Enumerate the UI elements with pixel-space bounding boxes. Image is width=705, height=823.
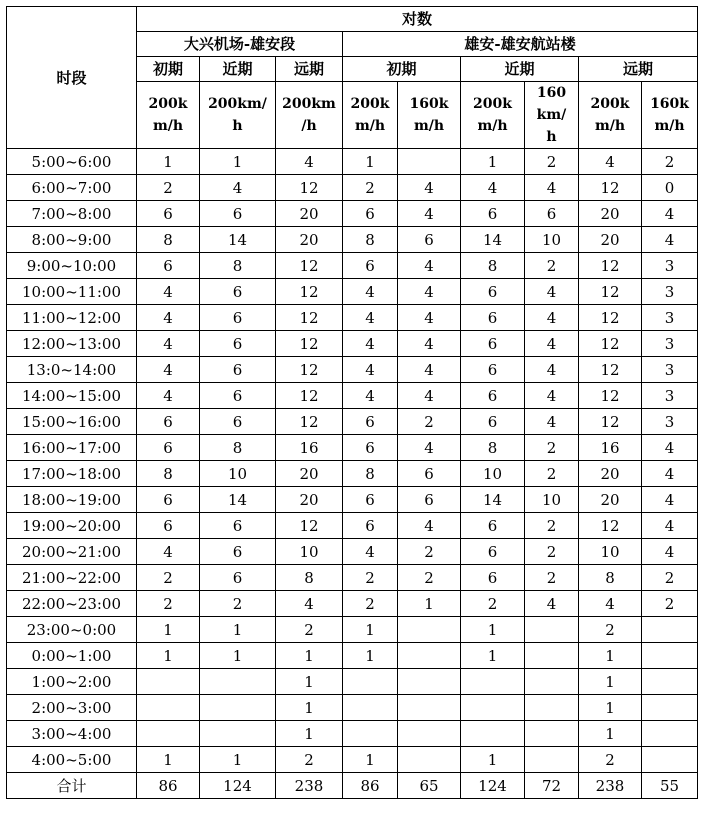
value-cell: 2 xyxy=(137,175,200,201)
value-cell: 4 xyxy=(398,253,461,279)
value-cell: 2 xyxy=(200,591,276,617)
value-cell: 4 xyxy=(525,591,579,617)
table-row xyxy=(7,565,698,591)
value-cell: 6 xyxy=(461,383,525,409)
value-cell xyxy=(642,669,698,695)
value-cell: 20 xyxy=(579,227,642,253)
value-cell: 2 xyxy=(525,253,579,279)
value-cell: 1 xyxy=(276,669,343,695)
speed-header: 200k m/h xyxy=(137,82,200,149)
value-cell: 8 xyxy=(200,253,276,279)
value-cell: 4 xyxy=(137,331,200,357)
value-cell: 10 xyxy=(525,227,579,253)
value-cell: 4 xyxy=(276,149,343,175)
value-cell: 6 xyxy=(200,331,276,357)
value-cell: 86 xyxy=(137,773,200,799)
value-cell: 20 xyxy=(276,487,343,513)
value-cell: 1 xyxy=(461,643,525,669)
table-row xyxy=(7,253,698,279)
value-cell: 16 xyxy=(579,435,642,461)
value-cell: 6 xyxy=(200,513,276,539)
value-cell: 6 xyxy=(137,409,200,435)
table-row xyxy=(7,279,698,305)
value-cell: 4 xyxy=(398,513,461,539)
period-cell: 3:00~4:00 xyxy=(7,721,137,747)
value-cell: 1 xyxy=(276,721,343,747)
value-cell xyxy=(398,695,461,721)
value-cell: 6 xyxy=(137,487,200,513)
table-row xyxy=(7,617,698,643)
value-cell: 14 xyxy=(461,487,525,513)
value-cell: 1 xyxy=(137,747,200,773)
table-row xyxy=(7,409,698,435)
value-cell: 12 xyxy=(579,383,642,409)
value-cell: 3 xyxy=(642,331,698,357)
value-cell xyxy=(642,721,698,747)
value-cell: 72 xyxy=(525,773,579,799)
value-cell: 12 xyxy=(579,513,642,539)
value-cell: 4 xyxy=(398,279,461,305)
value-cell: 1 xyxy=(200,149,276,175)
table-row xyxy=(7,591,698,617)
value-cell: 4 xyxy=(137,383,200,409)
value-cell: 1 xyxy=(343,747,398,773)
value-cell: 4 xyxy=(525,279,579,305)
value-cell: 6 xyxy=(461,279,525,305)
period-cell: 14:00~15:00 xyxy=(7,383,137,409)
value-cell: 6 xyxy=(398,227,461,253)
value-cell: 4 xyxy=(343,357,398,383)
value-cell xyxy=(343,695,398,721)
value-cell: 1 xyxy=(137,149,200,175)
value-cell: 4 xyxy=(137,305,200,331)
value-cell: 14 xyxy=(200,487,276,513)
value-cell xyxy=(200,669,276,695)
value-cell: 0 xyxy=(642,175,698,201)
value-cell: 6 xyxy=(461,305,525,331)
value-cell: 2 xyxy=(525,539,579,565)
period-cell: 21:00~22:00 xyxy=(7,565,137,591)
value-cell: 8 xyxy=(343,227,398,253)
value-cell xyxy=(525,643,579,669)
value-cell: 2 xyxy=(398,565,461,591)
value-cell: 6 xyxy=(461,357,525,383)
value-cell: 1 xyxy=(200,643,276,669)
value-cell: 6 xyxy=(343,435,398,461)
value-cell: 12 xyxy=(579,409,642,435)
value-cell: 2 xyxy=(525,565,579,591)
value-cell: 20 xyxy=(579,487,642,513)
period-header: 时段 xyxy=(7,7,137,149)
value-cell: 3 xyxy=(642,383,698,409)
phase-header: 远期 xyxy=(579,57,698,82)
value-cell: 4 xyxy=(461,175,525,201)
table-row xyxy=(7,175,698,201)
value-cell: 3 xyxy=(642,305,698,331)
period-cell: 13:0~14:00 xyxy=(7,357,137,383)
value-cell: 2 xyxy=(579,747,642,773)
period-cell: 17:00~18:00 xyxy=(7,461,137,487)
section-header-daxing-xiongan: 大兴机场-雄安段 xyxy=(137,32,343,57)
value-cell: 20 xyxy=(276,461,343,487)
phase-header: 初期 xyxy=(343,57,461,82)
value-cell xyxy=(461,669,525,695)
value-cell xyxy=(525,747,579,773)
value-cell: 12 xyxy=(276,175,343,201)
speed-header: 200km /h xyxy=(276,82,343,149)
table-row xyxy=(7,539,698,565)
value-cell: 4 xyxy=(525,409,579,435)
value-cell: 2 xyxy=(137,565,200,591)
period-cell: 22:00~23:00 xyxy=(7,591,137,617)
value-cell: 12 xyxy=(276,383,343,409)
value-cell: 1 xyxy=(398,591,461,617)
value-cell: 10 xyxy=(579,539,642,565)
value-cell: 1 xyxy=(579,669,642,695)
section-header-xiongan-terminal: 雄安-雄安航站楼 xyxy=(343,32,698,57)
value-cell: 2 xyxy=(642,149,698,175)
value-cell: 8 xyxy=(461,435,525,461)
value-cell: 20 xyxy=(579,201,642,227)
value-cell: 1 xyxy=(137,643,200,669)
period-cell: 12:00~13:00 xyxy=(7,331,137,357)
value-cell: 2 xyxy=(525,513,579,539)
value-cell: 6 xyxy=(200,539,276,565)
value-cell xyxy=(525,669,579,695)
value-cell: 3 xyxy=(642,279,698,305)
value-cell: 20 xyxy=(276,201,343,227)
table-row xyxy=(7,435,698,461)
value-cell: 4 xyxy=(398,305,461,331)
value-cell: 12 xyxy=(276,331,343,357)
value-cell: 14 xyxy=(461,227,525,253)
period-cell: 合计 xyxy=(7,773,137,799)
value-cell: 8 xyxy=(137,461,200,487)
value-cell: 1 xyxy=(579,695,642,721)
value-cell: 1 xyxy=(461,149,525,175)
value-cell xyxy=(461,721,525,747)
value-cell: 6 xyxy=(461,539,525,565)
table-row xyxy=(7,695,698,721)
value-cell xyxy=(200,695,276,721)
speed-header: 200k m/h xyxy=(579,82,642,149)
value-cell xyxy=(525,695,579,721)
value-cell: 6 xyxy=(200,409,276,435)
period-cell: 18:00~19:00 xyxy=(7,487,137,513)
table-row xyxy=(7,643,698,669)
value-cell: 6 xyxy=(461,513,525,539)
value-cell: 2 xyxy=(398,409,461,435)
value-cell: 12 xyxy=(276,357,343,383)
period-cell: 7:00~8:00 xyxy=(7,201,137,227)
value-cell: 12 xyxy=(276,253,343,279)
value-cell: 6 xyxy=(343,487,398,513)
speed-header: 160k m/h xyxy=(398,82,461,149)
value-cell: 4 xyxy=(642,487,698,513)
period-cell: 20:00~21:00 xyxy=(7,539,137,565)
value-cell: 2 xyxy=(461,591,525,617)
value-cell: 4 xyxy=(642,201,698,227)
value-cell: 4 xyxy=(343,305,398,331)
phase-header: 近期 xyxy=(461,57,579,82)
value-cell: 20 xyxy=(276,227,343,253)
value-cell: 124 xyxy=(200,773,276,799)
period-cell: 15:00~16:00 xyxy=(7,409,137,435)
value-cell: 6 xyxy=(343,201,398,227)
value-cell: 12 xyxy=(579,357,642,383)
period-cell: 23:00~0:00 xyxy=(7,617,137,643)
value-cell: 6 xyxy=(398,487,461,513)
value-cell: 12 xyxy=(276,305,343,331)
value-cell: 65 xyxy=(398,773,461,799)
period-cell: 10:00~11:00 xyxy=(7,279,137,305)
period-cell: 8:00~9:00 xyxy=(7,227,137,253)
value-cell: 8 xyxy=(343,461,398,487)
value-cell xyxy=(398,643,461,669)
table-row xyxy=(7,669,698,695)
value-cell: 4 xyxy=(642,435,698,461)
value-cell: 1 xyxy=(137,617,200,643)
table-title: 对数 xyxy=(137,7,698,32)
value-cell: 1 xyxy=(200,747,276,773)
value-cell: 4 xyxy=(642,461,698,487)
value-cell: 10 xyxy=(276,539,343,565)
value-cell: 238 xyxy=(579,773,642,799)
value-cell: 4 xyxy=(525,357,579,383)
table-row xyxy=(7,747,698,773)
value-cell: 6 xyxy=(343,253,398,279)
value-cell: 2 xyxy=(525,461,579,487)
value-cell: 1 xyxy=(276,695,343,721)
phase-header: 远期 xyxy=(276,57,343,82)
table-row xyxy=(7,227,698,253)
value-cell: 4 xyxy=(398,331,461,357)
value-cell: 4 xyxy=(525,331,579,357)
value-cell: 2 xyxy=(343,565,398,591)
value-cell: 6 xyxy=(525,201,579,227)
value-cell: 124 xyxy=(461,773,525,799)
value-cell: 6 xyxy=(461,331,525,357)
value-cell xyxy=(398,669,461,695)
period-cell: 1:00~2:00 xyxy=(7,669,137,695)
value-cell: 4 xyxy=(276,591,343,617)
value-cell xyxy=(398,721,461,747)
value-cell xyxy=(398,747,461,773)
value-cell: 4 xyxy=(200,175,276,201)
speed-header: 200k m/h xyxy=(343,82,398,149)
value-cell: 6 xyxy=(200,279,276,305)
value-cell: 12 xyxy=(579,175,642,201)
value-cell: 12 xyxy=(276,279,343,305)
period-cell: 6:00~7:00 xyxy=(7,175,137,201)
value-cell: 1 xyxy=(343,617,398,643)
value-cell: 12 xyxy=(276,513,343,539)
value-cell: 4 xyxy=(525,175,579,201)
value-cell: 3 xyxy=(642,409,698,435)
value-cell xyxy=(398,617,461,643)
value-cell xyxy=(137,721,200,747)
value-cell: 4 xyxy=(137,357,200,383)
value-cell: 3 xyxy=(642,357,698,383)
table-row xyxy=(7,305,698,331)
value-cell: 4 xyxy=(343,383,398,409)
value-cell: 6 xyxy=(398,461,461,487)
value-cell: 6 xyxy=(137,513,200,539)
value-cell: 6 xyxy=(343,513,398,539)
value-cell: 6 xyxy=(137,435,200,461)
value-cell xyxy=(525,617,579,643)
value-cell: 1 xyxy=(579,721,642,747)
value-cell: 2 xyxy=(343,591,398,617)
value-cell: 1 xyxy=(461,617,525,643)
value-cell xyxy=(642,747,698,773)
value-cell: 6 xyxy=(461,565,525,591)
value-cell: 6 xyxy=(461,201,525,227)
value-cell: 12 xyxy=(276,409,343,435)
phase-header: 近期 xyxy=(200,57,276,82)
value-cell: 4 xyxy=(525,305,579,331)
value-cell: 1 xyxy=(343,149,398,175)
value-cell: 6 xyxy=(200,565,276,591)
value-cell: 3 xyxy=(642,253,698,279)
value-cell: 4 xyxy=(642,227,698,253)
value-cell: 6 xyxy=(200,201,276,227)
train-pairs-table xyxy=(6,6,698,799)
table-row xyxy=(7,487,698,513)
value-cell: 2 xyxy=(137,591,200,617)
period-cell: 4:00~5:00 xyxy=(7,747,137,773)
value-cell xyxy=(525,721,579,747)
value-cell: 4 xyxy=(343,539,398,565)
value-cell: 4 xyxy=(137,279,200,305)
speed-header: 160k m/h xyxy=(642,82,698,149)
value-cell: 20 xyxy=(579,461,642,487)
value-cell: 6 xyxy=(200,357,276,383)
period-cell: 5:00~6:00 xyxy=(7,149,137,175)
value-cell: 14 xyxy=(200,227,276,253)
period-cell: 19:00~20:00 xyxy=(7,513,137,539)
value-cell: 6 xyxy=(137,201,200,227)
table-row xyxy=(7,331,698,357)
value-cell: 12 xyxy=(579,305,642,331)
value-cell: 2 xyxy=(276,617,343,643)
value-cell: 4 xyxy=(398,357,461,383)
value-cell: 2 xyxy=(398,539,461,565)
value-cell: 8 xyxy=(276,565,343,591)
table-row xyxy=(7,513,698,539)
period-cell: 2:00~3:00 xyxy=(7,695,137,721)
value-cell xyxy=(343,669,398,695)
value-cell: 6 xyxy=(200,305,276,331)
speed-header: 200km/ h xyxy=(200,82,276,149)
phase-header: 初期 xyxy=(137,57,200,82)
speed-header: 200k m/h xyxy=(461,82,525,149)
value-cell: 8 xyxy=(200,435,276,461)
value-cell: 4 xyxy=(579,591,642,617)
value-cell: 4 xyxy=(343,279,398,305)
value-cell: 4 xyxy=(579,149,642,175)
value-cell: 1 xyxy=(276,643,343,669)
value-cell: 12 xyxy=(579,331,642,357)
value-cell xyxy=(137,695,200,721)
value-cell: 8 xyxy=(137,227,200,253)
value-cell: 10 xyxy=(461,461,525,487)
table-row xyxy=(7,201,698,227)
value-cell: 4 xyxy=(398,175,461,201)
value-cell xyxy=(137,669,200,695)
value-cell: 8 xyxy=(461,253,525,279)
value-cell: 1 xyxy=(200,617,276,643)
value-cell: 4 xyxy=(398,383,461,409)
value-cell: 2 xyxy=(525,435,579,461)
value-cell: 2 xyxy=(642,565,698,591)
table-row xyxy=(7,357,698,383)
value-cell: 4 xyxy=(398,435,461,461)
period-cell: 11:00~12:00 xyxy=(7,305,137,331)
value-cell: 8 xyxy=(579,565,642,591)
value-cell: 6 xyxy=(137,253,200,279)
value-cell: 10 xyxy=(525,487,579,513)
value-cell: 12 xyxy=(579,279,642,305)
value-cell: 6 xyxy=(200,383,276,409)
value-cell xyxy=(343,721,398,747)
value-cell: 4 xyxy=(642,539,698,565)
value-cell: 6 xyxy=(343,409,398,435)
value-cell: 2 xyxy=(642,591,698,617)
value-cell: 16 xyxy=(276,435,343,461)
value-cell: 4 xyxy=(137,539,200,565)
value-cell: 12 xyxy=(579,253,642,279)
value-cell: 4 xyxy=(642,513,698,539)
table-row xyxy=(7,149,698,175)
value-cell: 4 xyxy=(525,383,579,409)
value-cell xyxy=(642,695,698,721)
value-cell: 1 xyxy=(343,643,398,669)
value-cell: 4 xyxy=(343,331,398,357)
value-cell xyxy=(642,643,698,669)
total-row xyxy=(7,773,698,799)
value-cell: 10 xyxy=(200,461,276,487)
speed-header: 160 km/ h xyxy=(525,82,579,149)
table-row xyxy=(7,461,698,487)
period-cell: 9:00~10:00 xyxy=(7,253,137,279)
value-cell xyxy=(461,695,525,721)
value-cell: 55 xyxy=(642,773,698,799)
value-cell: 2 xyxy=(579,617,642,643)
value-cell xyxy=(200,721,276,747)
value-cell: 1 xyxy=(461,747,525,773)
value-cell: 2 xyxy=(276,747,343,773)
value-cell: 2 xyxy=(525,149,579,175)
table-row xyxy=(7,721,698,747)
value-cell xyxy=(642,617,698,643)
period-cell: 0:00~1:00 xyxy=(7,643,137,669)
value-cell: 86 xyxy=(343,773,398,799)
table-row xyxy=(7,383,698,409)
period-cell: 16:00~17:00 xyxy=(7,435,137,461)
value-cell: 6 xyxy=(461,409,525,435)
value-cell: 4 xyxy=(398,201,461,227)
value-cell: 238 xyxy=(276,773,343,799)
value-cell: 1 xyxy=(579,643,642,669)
value-cell xyxy=(398,149,461,175)
value-cell: 2 xyxy=(343,175,398,201)
